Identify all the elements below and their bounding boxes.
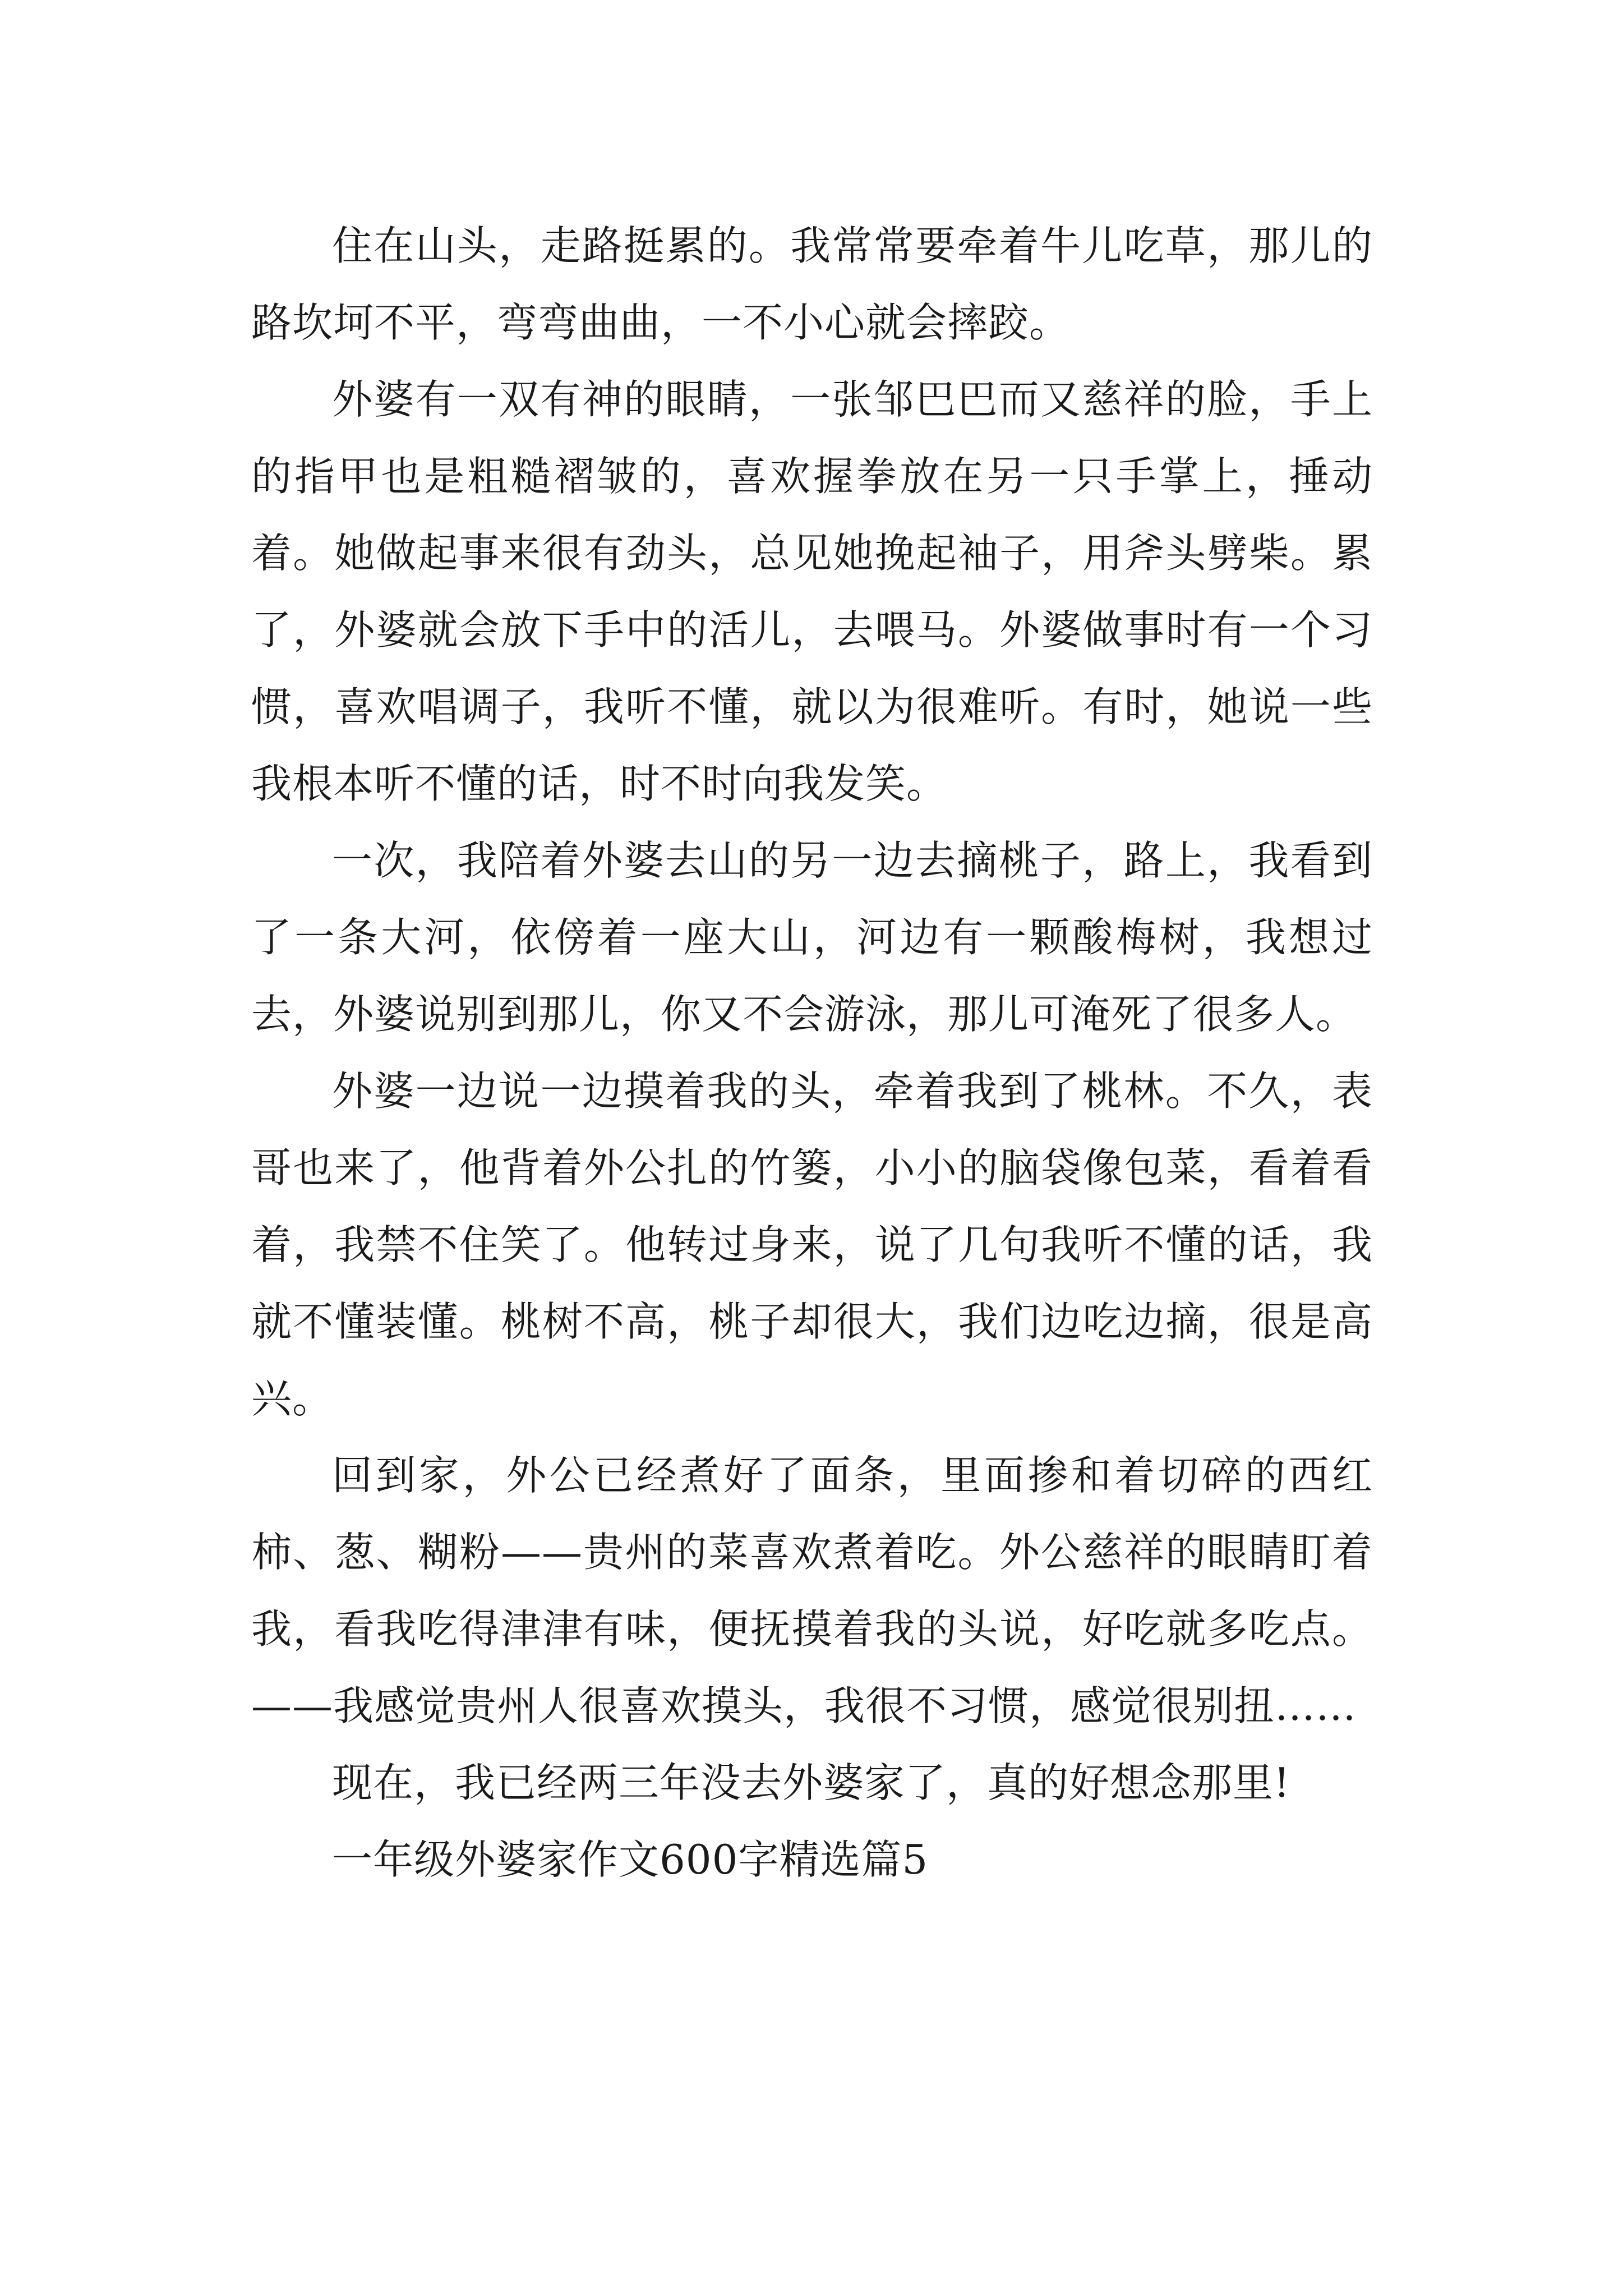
section-heading: 一年级外婆家作文600字精选篇5 [332, 1836, 929, 1883]
paragraph-3: 一次，我陪着外婆去山的另一边去摘桃子，路上，我看到了一条大河，依傍着一座大山，河边有一颗酸梅树，我想过去，外婆说别到那儿，你又不会游泳，那儿可淹死了很多人。 [251, 837, 1373, 1038]
paragraph-4: 外婆一边说一边摸着我的头，牵着我到了桃林。不久，表哥也来了，他背着外公扎的竹篓，小小的脑袋像包菜，看着看着，我禁不住笑了。他转过身来，说了几句我听不懂的话，我就不懂装懂。桃树不高，桃子却很大，我们边吃边摘，很是高兴。 [251, 1068, 1373, 1422]
paragraph-5: 回到家，外公已经煮好了面条，里面掺和着切碎的西红柿、葱、糊粉——贵州的菜喜欢煮着吃。外公慈祥的眼睛盯着我，看我吃得津津有味，便抚摸着我的头说，好吃就多吃点。——我感觉贵州人很喜欢摸头，我很不习惯，感觉很别扭…… [251, 1452, 1373, 1729]
paragraph-6: 现在，我已经两三年没去外婆家了，真的好想念那里! [332, 1759, 1290, 1806]
paragraph-1: 住在山头，走路挺累的。我常常要牵着牛儿吃草，那儿的路坎坷不平，弯弯曲曲，一不小心就会摔跤。 [251, 222, 1373, 346]
paragraph-2: 外婆有一双有神的眼睛，一张邹巴巴而又慈祥的脸，手上的指甲也是粗糙褶皱的，喜欢握拳放在另一只手掌上，捶动着。她做起事来很有劲头，总见她挽起袖子，用斧头劈柴。累了，外婆就会放下手中的活儿，去喂马。外婆做事时有一个习惯，喜欢唱调子，我听不懂，就以为很难听。有时，她说一些我根本听不懂的话，时不时向我发笑。 [251, 376, 1373, 807]
document-body [251, 208, 1373, 1898]
